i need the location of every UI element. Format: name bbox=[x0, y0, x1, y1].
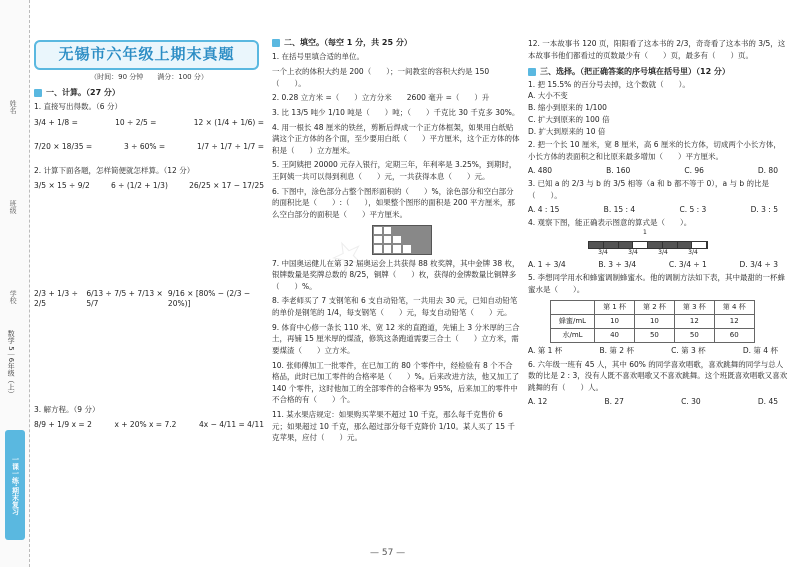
fill-item: 4. 用一根长 48 厘米的铁丝，剪断后焊成一个正方体框架，如果用白纸贴满这个正方体的各个面，至少要用白纸（ ）平方厘米，这个正方体的体积是（ ）立方厘米。 bbox=[272, 122, 520, 155]
class-label: 班级 bbox=[9, 200, 18, 214]
honey-water-table bbox=[550, 300, 755, 343]
section-2-heading bbox=[272, 38, 520, 48]
table-row bbox=[551, 300, 755, 314]
name-label: 姓名 bbox=[9, 100, 18, 114]
page-title: 无锡市六年级上期末真题 bbox=[58, 45, 235, 64]
choice-option: B. 3 ÷ 3/4 bbox=[598, 259, 637, 269]
column-3 bbox=[528, 0, 788, 406]
table-cell: 50 bbox=[674, 328, 714, 342]
calc-item: 3 ÷ 60% = bbox=[124, 141, 166, 151]
calc-item: 10 ÷ 2/5 = bbox=[115, 118, 157, 128]
column-2 bbox=[272, 0, 520, 444]
left-binding-sidebar bbox=[0, 0, 30, 567]
fill-item: 2. 0.28 立方米 =（ ）立方分米 2600 毫升 =（ ）升 bbox=[272, 93, 490, 103]
bar-label: 3/4 bbox=[658, 248, 668, 256]
choice-2: 2. 把一个长 10 厘米，宽 8 厘米，高 6 厘米的长方体，切成两个小长方体，小长方体的表面积之和比原来最多增加（ ）平方厘米。 bbox=[528, 140, 781, 162]
section-icon bbox=[272, 39, 280, 47]
calc-item: 9/16 × [80% − (2/3 − 20%)] bbox=[167, 289, 251, 308]
calc-item: 2/3 + 1/3 ÷ 2/5 bbox=[34, 289, 78, 308]
table-cell: 第 1 杯 bbox=[595, 300, 635, 314]
table-cell bbox=[551, 300, 595, 314]
table-row bbox=[551, 328, 755, 342]
bar-figure bbox=[588, 241, 708, 249]
fill-item: 9. 体育中心修一条长 110 米、宽 12 米的直跑道，先铺上 3 分米厚的三合土，再铺 15 厘米厚的煤渣，修筑这条跑道需要三合土（ ）立方米，需要煤渣（ ）立方米。 bbox=[272, 322, 520, 355]
choice-option: C. 5 : 3 bbox=[679, 204, 707, 214]
fill-item: 5. 王阿姨把 20000 元存入银行，定期三年，年利率是 3.25%，到期时，王阿姨一共可以得到利息（ ）元，一共获得本息（ ）元。 bbox=[272, 160, 517, 182]
section-icon bbox=[528, 68, 536, 76]
choice-5: 5. 李想同学用水和蜂蜜调制蜂蜜水。他的调制方法如下表，其中最甜的一杯蜂蜜水是（ ）。 bbox=[528, 273, 786, 294]
table-cell: 50 bbox=[634, 328, 674, 342]
section-1-title: 一、计算。（27 分） bbox=[46, 88, 120, 98]
table-cell: 水/mL bbox=[551, 328, 595, 342]
choice-option: C. 96 bbox=[684, 165, 704, 175]
fill-item: 1. 在括号里填合适的单位。 bbox=[272, 52, 365, 62]
bar-figure-top-label: 1 bbox=[643, 229, 647, 237]
work-space bbox=[34, 309, 264, 401]
calc-row-1 bbox=[34, 118, 264, 128]
choice-4: 4. 观察下图，能正确表示图意的算式是（ ）。 bbox=[528, 218, 692, 228]
choice-option: A. 480 bbox=[528, 165, 553, 175]
choice-option: A. 1 ÷ 3/4 bbox=[528, 259, 566, 269]
question-1-3: 3. 解方程。（9 分） bbox=[34, 404, 100, 414]
choice-option: D. 3/4 ÷ 3 bbox=[739, 259, 778, 269]
choice-5-options bbox=[528, 346, 788, 356]
choice-option: C. 第 3 杯 bbox=[671, 345, 706, 355]
fill-item-12: 12. 一本故事书 120 页，阳阳看了这本书的 2/3，奇奇看了这本书的 3/5，这本故事书他们都看过的页数最少有（ ）页，最多有（ ）页。 bbox=[528, 39, 786, 60]
table-row bbox=[551, 314, 755, 328]
table-cell: 第 4 杯 bbox=[714, 300, 754, 314]
choice-option: B. 160 bbox=[606, 165, 631, 175]
equation-row bbox=[34, 420, 264, 430]
grade-label: 数学 5｜6年级（上） bbox=[7, 330, 16, 398]
choice-option: D. 扩大到原来的 10 倍 bbox=[528, 126, 606, 136]
table-cell: 40 bbox=[595, 328, 635, 342]
choice-4-options bbox=[528, 260, 788, 270]
work-space bbox=[34, 191, 264, 283]
calc-item: 3/4 + 1/8 = bbox=[34, 118, 78, 128]
fill-item: 10. 张师傅加工一批零件，在已加工的 80 个零件中，经检验有 8 个不合格品，此时已加工零件的合格率是（ ）%。后来改进方法，他又加工了 140 个零件，这时他加工的全部零件的合格率为 95%，后来加工的零件中不合格的有（ ）个。 bbox=[272, 360, 520, 405]
equation-item: 4x − 4/11 = 4/11 bbox=[199, 420, 264, 430]
choice-option: D. 第 4 杯 bbox=[742, 345, 778, 355]
choice-option: A. 第 1 杯 bbox=[528, 345, 563, 355]
choice-option: C. 30 bbox=[681, 396, 701, 406]
calc-item: 1/7 ÷ 1/7 ÷ 1/7 = bbox=[197, 141, 264, 151]
brand-badge: 一课一练·期末复习 bbox=[5, 430, 25, 540]
table-cell: 第 3 杯 bbox=[674, 300, 714, 314]
choice-3-options bbox=[528, 205, 788, 215]
choice-3: 3. 已知 a 的 2/3 与 b 的 3/5 相等（a 和 b 都不等于 0），a 与 b 的比是（ ）。 bbox=[528, 179, 770, 201]
table-cell: 10 bbox=[634, 314, 674, 328]
question-1-1: 1. 直接写出得数。（6 分） bbox=[34, 102, 122, 112]
section-2-title: 二、填空。（每空 1 分，共 25 分） bbox=[284, 38, 412, 47]
choice-option: C. 扩大到原来的 100 倍 bbox=[528, 114, 610, 124]
choice-option: A. 大小不变 bbox=[528, 91, 568, 101]
page-subtitle: （时间：90 分钟 满分：100 分） bbox=[90, 73, 208, 81]
choice-6-options bbox=[528, 397, 788, 407]
fill-item: 6. 下图中，涂色部分占整个图形面积的（ ）%，涂色部分和空白部分的面积比是（ ）:（ ），如果整个图形的面积是 200 平方厘米，那么空白部分的面积是（ ）平方厘米。 bbox=[272, 186, 515, 219]
equation-item: 8/9 + 1/9 x = 2 bbox=[34, 420, 92, 430]
choice-option: C. 3/4 ÷ 1 bbox=[668, 259, 707, 269]
column-1 bbox=[34, 0, 264, 430]
choice-option: B. 第 2 杯 bbox=[599, 345, 634, 355]
fill-item: 11. 某水果店规定：如果购买苹果不超过 10 千克，那么每千克售价 6 元；如果超过 10 千克，那么超过部分每千克降价 1/10。某人买了 15 千克苹果，应付（ ）元。 bbox=[272, 410, 515, 443]
choice-option: D. 80 bbox=[757, 165, 778, 175]
choice-option: A. 4 : 15 bbox=[528, 204, 560, 214]
title-box bbox=[34, 40, 259, 70]
equation-item: x + 20% x = 7.2 bbox=[114, 420, 177, 430]
bar-label: 3/4 bbox=[598, 248, 608, 256]
calc-item: 6 ÷ (1/2 + 1/3) bbox=[111, 181, 168, 191]
section-icon bbox=[34, 89, 42, 97]
calc-row-4 bbox=[34, 289, 264, 309]
choice-1: 1. 把 15.5% 的百分号去掉，这个数就（ ）。 bbox=[528, 79, 690, 89]
watermark: ☆ bbox=[321, 227, 374, 285]
fill-item: 8. 李老师买了 7 支钢笔和 6 支自动铅笔，一共用去 30 元，已知自动铅笔的单价是钢笔的 1/4，每支钢笔（ ）元，每支自动铅笔（ ）元。 bbox=[272, 296, 518, 318]
choice-option: D. 45 bbox=[757, 396, 778, 406]
choice-option: A. 12 bbox=[528, 396, 548, 406]
calc-item: 3/5 × 15 ÷ 9/2 bbox=[34, 181, 90, 191]
section-3-title: 三、选择。（把正确答案的序号填在括号里）（12 分） bbox=[540, 67, 730, 77]
bar-label: 3/4 bbox=[688, 248, 698, 256]
bar-figure-labels bbox=[588, 249, 708, 257]
shaded-grid-figure bbox=[372, 225, 432, 255]
page-number: — 57 — bbox=[370, 548, 406, 558]
choice-option: B. 15 : 4 bbox=[603, 204, 636, 214]
choice-option: D. 3 : 5 bbox=[750, 204, 778, 214]
bar-label: 3/4 bbox=[628, 248, 638, 256]
calc-item: 7/20 × 18/35 = bbox=[34, 141, 93, 151]
table-cell: 60 bbox=[714, 328, 754, 342]
table-cell: 12 bbox=[714, 314, 754, 328]
section-3-heading bbox=[528, 67, 788, 77]
calc-row-3 bbox=[34, 181, 264, 191]
calc-item: 12 × (1/4 + 1/6) = bbox=[193, 118, 264, 128]
choice-6: 6. 六年级一班有 45 人，其中 60% 的同学喜欢唱歌，喜欢跳舞的同学与总人数的比是 2 : 3，没有人既不喜欢唱歌又不喜欢跳舞。这个班既喜欢唱歌又喜欢跳舞的有（ ）人。 bbox=[528, 359, 788, 392]
table-cell: 蜂蜜/mL bbox=[551, 314, 595, 328]
table-cell: 10 bbox=[595, 314, 635, 328]
fill-item: 7. 中国奥运健儿在第 32 届奥运会上共获得 88 枚奖牌，其中金牌 38 枚，银牌数量是奖牌总数的 8/25，铜牌（ ）枚，获得的金牌数量比铜牌多（ ）%。 bbox=[272, 258, 520, 291]
fill-item: 一个上衣的体积大约是 200（ ）；一间教室的容积大约是 150（ ）。 bbox=[272, 67, 490, 88]
choice-2-options bbox=[528, 166, 788, 176]
table-cell: 第 2 杯 bbox=[634, 300, 674, 314]
question-1-2: 2. 计算下面各题，怎样简便就怎样算。（12 分） bbox=[34, 165, 195, 175]
calc-item: 6/13 ÷ 7/5 + 7/13 × 5/7 bbox=[86, 289, 163, 308]
choice-option: B. 缩小到原来的 1/100 bbox=[528, 103, 607, 113]
calc-row-2 bbox=[34, 142, 264, 152]
choice-option: B. 27 bbox=[604, 396, 624, 406]
fill-item: 3. 比 13/5 吨少 1/10 吨是（ ）吨；（ ）千克比 30 千克多 30%。 bbox=[272, 107, 520, 117]
table-cell: 12 bbox=[674, 314, 714, 328]
section-1-heading bbox=[34, 88, 264, 98]
school-label: 学校 bbox=[9, 290, 18, 304]
calc-item: 26/25 × 17 − 17/25 bbox=[189, 181, 264, 191]
